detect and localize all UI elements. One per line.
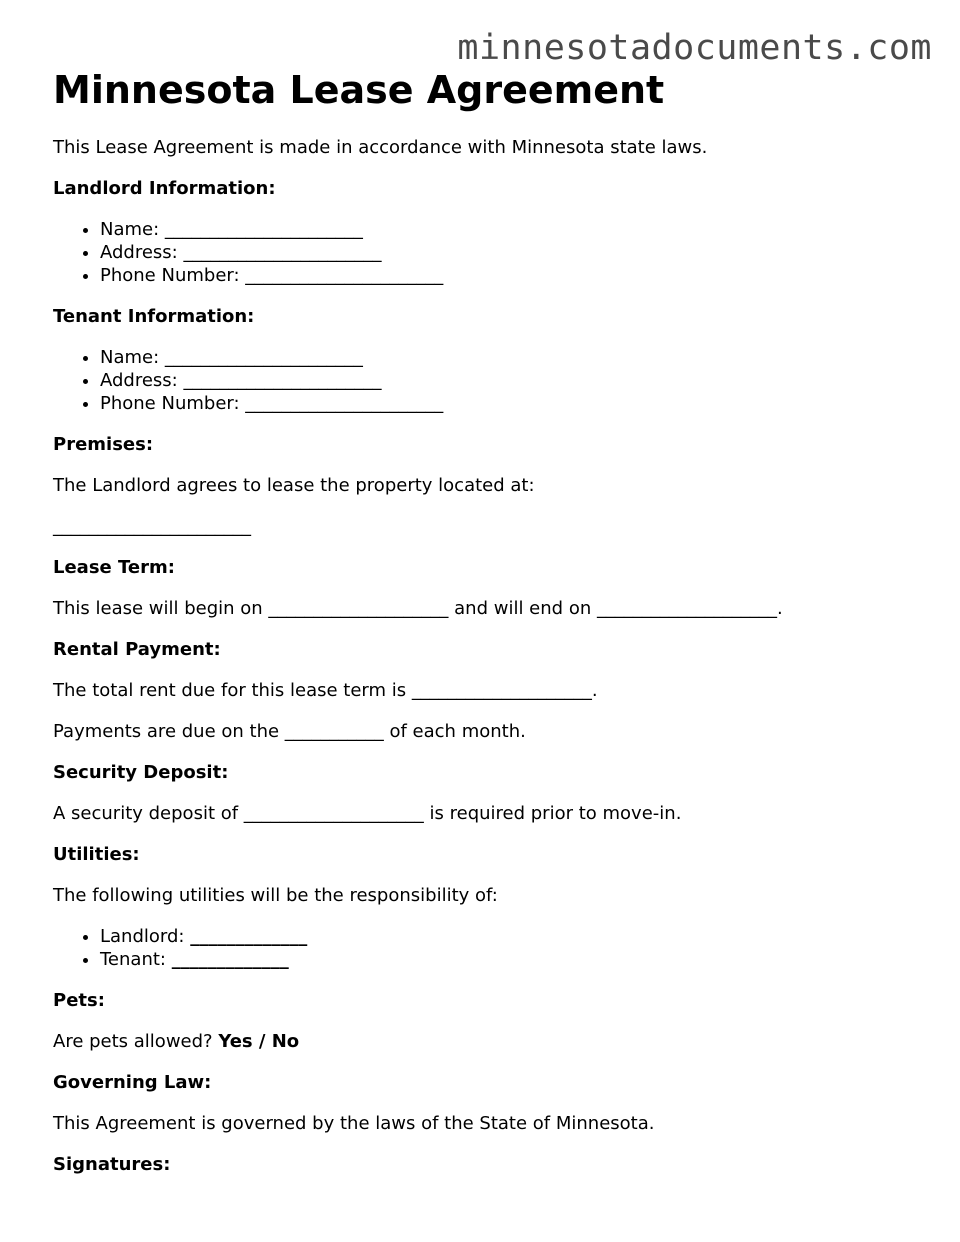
utilities-landlord-blank: _____________: [190, 926, 308, 947]
payment-due-text: Payments are due on the ___________ of each month.: [53, 721, 526, 742]
utilities-landlord-item: [100, 925, 913, 948]
landlord-name-field: • Name: ______________________: [100, 218, 913, 241]
utilities-list: [53, 925, 913, 971]
landlord-address-field: • Address: ______________________: [100, 241, 913, 264]
lease-term-heading: Lease Term:: [53, 557, 175, 578]
utilities-tenant-label: Tenant:: [100, 949, 172, 970]
intro-text: This Lease Agreement is made in accordance with Minnesota state laws.: [53, 137, 708, 158]
document-body: [53, 136, 913, 1194]
lease-term-text: This lease will begin on ____________________ and will end on ____________________.: [53, 598, 783, 619]
pets-options: Yes / No: [218, 1031, 300, 1052]
utilities-tenant-item: [100, 948, 913, 971]
utilities-text: The following utilities will be the responsibility of:: [53, 885, 498, 906]
pets-question-text: Are pets allowed?: [53, 1031, 219, 1052]
watermark-site-name: minnesotadocuments.com: [457, 28, 932, 68]
premises-heading: Premises:: [53, 434, 154, 455]
tenant-heading: Tenant Information:: [53, 306, 255, 327]
pets-question: [53, 1030, 913, 1053]
governing-law-text: This Agreement is governed by the laws of the State of Minnesota.: [53, 1113, 655, 1134]
tenant-address-field: • Address: ______________________: [100, 369, 913, 392]
utilities-landlord-label: Landlord:: [100, 926, 191, 947]
pets-heading: Pets:: [53, 990, 105, 1011]
rental-payment-heading: Rental Payment:: [53, 639, 221, 660]
tenant-info-list: [53, 346, 913, 415]
utilities-heading: Utilities:: [53, 844, 140, 865]
governing-law-heading: Governing Law:: [53, 1072, 212, 1093]
tenant-name-field: • Name: ______________________: [100, 346, 913, 369]
document-title: Minnesota Lease Agreement: [53, 68, 665, 112]
total-rent-text: The total rent due for this lease term is ____________________.: [53, 680, 598, 701]
landlord-phone-field: • Phone Number: ______________________: [100, 264, 913, 287]
tenant-phone-field: • Phone Number: ______________________: [100, 392, 913, 415]
landlord-heading: Landlord Information:: [53, 178, 276, 199]
security-deposit-heading: Security Deposit:: [53, 762, 229, 783]
security-deposit-text: A security deposit of ____________________ is required prior to move-in.: [53, 803, 682, 824]
landlord-info-list: [53, 218, 913, 287]
utilities-tenant-blank: _____________: [171, 949, 289, 970]
premises-text: The Landlord agrees to lease the property located at:: [53, 475, 535, 496]
premises-address-blank: ______________________: [53, 516, 251, 537]
signatures-heading: Signatures:: [53, 1154, 171, 1175]
